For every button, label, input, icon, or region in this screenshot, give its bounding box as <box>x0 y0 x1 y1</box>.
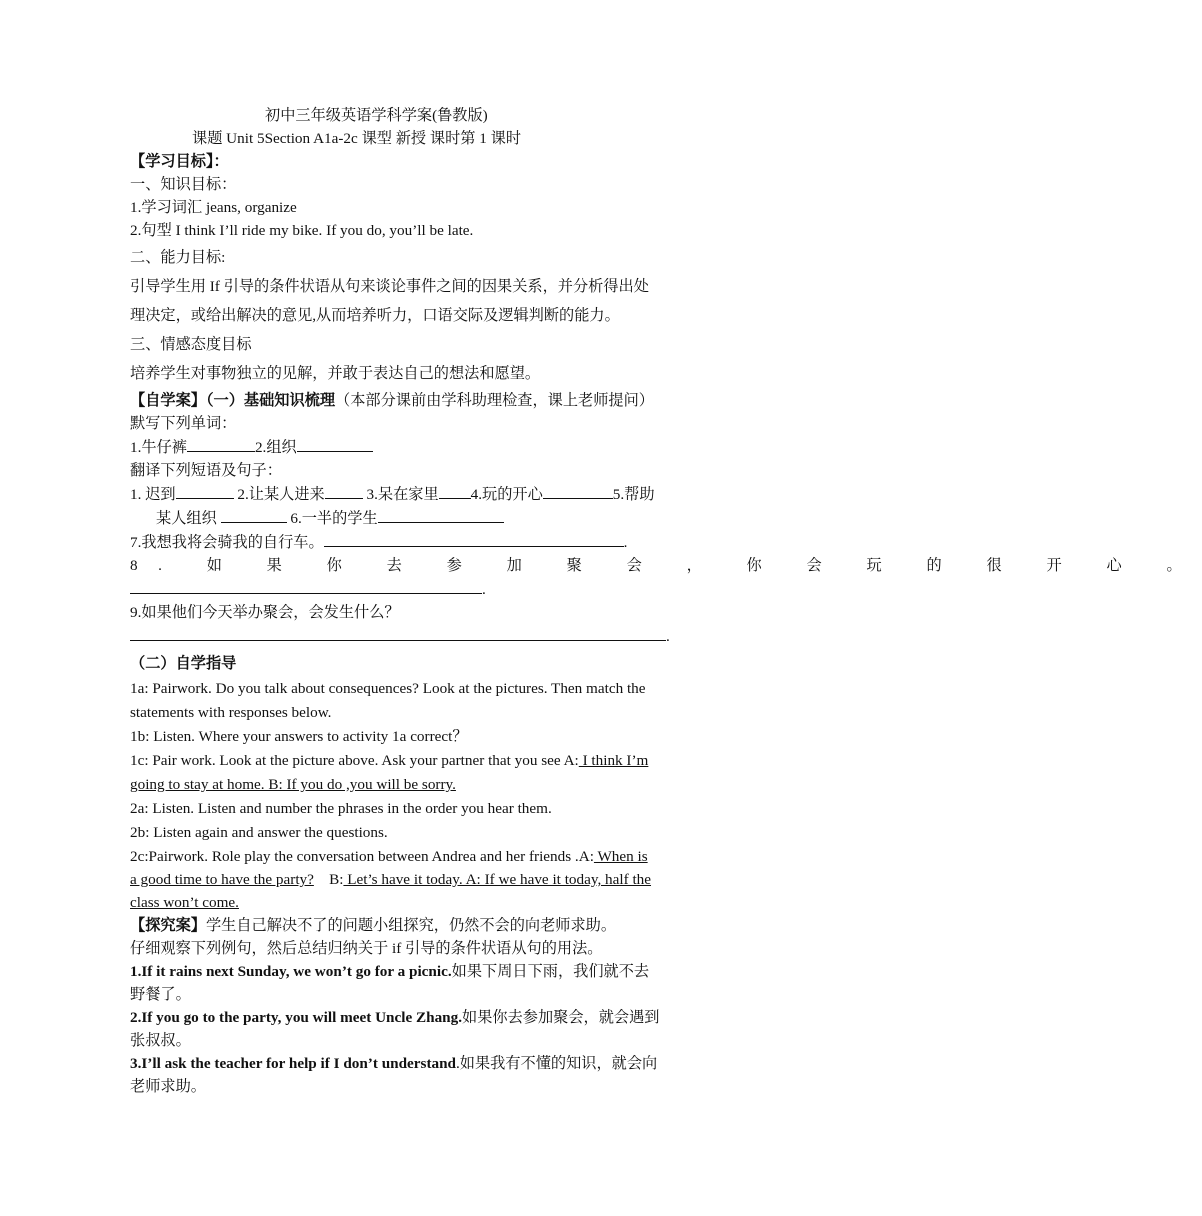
phrase-2-label: 2.让某人进来 <box>237 486 325 503</box>
guide-2c <box>130 845 734 868</box>
guide-heading: （二）自学指导 <box>130 655 237 672</box>
word-2-label: 2.组织 <box>254 439 297 456</box>
self-study-note: （本部分课前由学科助理检查，课上老师提问） <box>335 392 654 409</box>
explore-intro: 仔细观察下列例句，然后总结归纳关于 if 引导的条件状语从句的用法。 <box>130 940 603 957</box>
sentence-8-label: 8. 如 果 你 去 参 加 聚 会 ， 你 会 玩 的 很 开 心 。 <box>130 557 1202 574</box>
guide-2c-example: When is <box>593 848 648 865</box>
guide-2c-cont <box>130 868 734 891</box>
ability-text-2: 理决定，或给出解决的意见,从而培养听力，口语交际及逻辑判断的能力。 <box>130 307 620 324</box>
answer-blank[interactable] <box>324 530 624 547</box>
answer-blank[interactable] <box>176 482 234 499</box>
period: . <box>482 581 486 598</box>
sentence-9-answer-line <box>130 624 734 648</box>
vocab-line: 1.学习词汇 jeans, organize <box>130 199 297 216</box>
guide-1c <box>130 749 734 772</box>
guide-1c-example-cont: going to stay at home. B: If you do ,you will be sorry. <box>130 776 456 793</box>
sentence-line: 2.句型 I think I’ll ride my bike. If you do, you’ll be late. <box>130 222 474 239</box>
phrase-line-1 <box>130 482 734 506</box>
guide-2c-b-label: B: <box>313 871 344 888</box>
translate-intro: 翻译下列短语及句子： <box>130 462 282 479</box>
phrase-3-label: 3.呆在家里 <box>366 486 439 503</box>
sentence-8-answer-line <box>130 577 734 601</box>
sentence-7-label: 7.我想我将会骑我的自行车。 <box>130 534 324 551</box>
example-1-en: 1.If it rains next Sunday, we won’t go for a picnic. <box>130 963 452 980</box>
answer-blank[interactable] <box>221 506 287 523</box>
self-study-heading <box>130 389 734 412</box>
ability-text-1: 引导学生用 If 引导的条件状语从句来谈论事件之间的因果关系，并分析得出处 <box>130 278 649 295</box>
answer-blank[interactable] <box>325 482 363 499</box>
phrase-line-2 <box>130 506 734 530</box>
guide-2c-example-end: class won’t come. <box>130 894 239 911</box>
explore-heading: 【探究案】 <box>130 917 206 934</box>
self-study-heading-bold: 【自学案】（一）基础知识梳理 <box>130 392 336 409</box>
example-2-cn: 如果你去参加聚会，就会遇到 <box>462 1009 660 1026</box>
guide-2c-text: 2c:Pairwork. Role play the conversation between Andrea and her friends .A: <box>130 848 594 865</box>
example-3-cont: 老师求助。 <box>130 1078 206 1095</box>
example-3-en: 3.I’ll ask the teacher for help if I don’t understand <box>130 1055 456 1072</box>
phrase-6-label: 6.一半的学生 <box>290 510 378 527</box>
guide-1b: 1b: Listen. Where your answers to activity 1a correct？ <box>130 728 468 745</box>
goals-heading: 【学习目标】： <box>130 153 229 170</box>
guide-1c-text: 1c: Pair work. Look at the picture above. Ask your partner that you see A: <box>130 752 579 769</box>
guide-1c-example: I think I’m <box>578 752 649 769</box>
example-2-cont: 张叔叔。 <box>130 1032 191 1049</box>
answer-blank[interactable] <box>297 435 373 452</box>
dictation-intro: 默写下列单词： <box>130 415 237 432</box>
lesson-info: 课题 Unit 5Section A1a-2c 课型 新授 课时第 1 课时 <box>192 130 522 147</box>
answer-blank[interactable] <box>378 506 504 523</box>
explore-heading-text: 学生自己解决不了的问题小组探究，仍然不会的向老师求助。 <box>205 917 616 934</box>
answer-blank[interactable] <box>187 435 255 452</box>
period: . <box>623 534 628 551</box>
example-1-cont: 野餐了。 <box>130 986 191 1003</box>
example-1-cn: 如果下周日下雨，我们就不去 <box>451 963 650 980</box>
phrase-5-label: 5.帮助 <box>612 486 655 503</box>
example-3 <box>130 1052 734 1075</box>
sentence-7-line <box>130 530 734 554</box>
word-line <box>130 435 734 459</box>
example-2 <box>130 1006 734 1029</box>
explore-heading-line <box>130 914 734 937</box>
guide-2b: 2b: Listen again and answer the questions. <box>130 824 388 841</box>
answer-blank[interactable] <box>130 577 482 594</box>
guide-2a: 2a: Listen. Listen and number the phrases in the order you hear them. <box>130 800 552 817</box>
worksheet-page <box>130 104 1202 1098</box>
guide-2c-example-3: Let’s have it today. A: If we have it today, half the <box>343 871 652 888</box>
phrase-1-label: 1. 迟到 <box>130 486 176 503</box>
example-1 <box>130 960 734 983</box>
example-2-en: 2.If you go to the party, you will meet Uncle Zhang. <box>130 1009 463 1026</box>
answer-blank[interactable] <box>439 482 471 499</box>
knowledge-heading: 一、知识目标： <box>130 176 237 193</box>
example-3-cn: .如果我有不懂的知识，就会向 <box>456 1055 658 1072</box>
sentence-9-label: 9.如果他们今天举办聚会，会发生什么？ <box>130 604 400 621</box>
phrase-4-label: 4.玩的开心 <box>470 486 543 503</box>
guide-1a-cont: statements with responses below. <box>130 704 332 721</box>
guide-1a: 1a: Pairwork. Do you talk about consequences? Look at the pictures. Then match the <box>130 680 646 697</box>
word-1-label: 1.牛仔裤 <box>130 439 187 456</box>
ability-heading: 二、能力目标: <box>130 249 226 266</box>
phrase-5b-label: 某人组织 <box>156 510 217 527</box>
emotion-text: 培养学生对事物独立的见解，并敢于表达自己的想法和愿望。 <box>130 365 541 382</box>
emotion-heading: 三、情感态度目标 <box>130 336 252 353</box>
period: . <box>666 628 670 645</box>
page-title: 初中三年级英语学科学案(鲁教版) <box>265 107 488 124</box>
answer-blank[interactable] <box>130 624 666 641</box>
answer-blank[interactable] <box>543 482 613 499</box>
guide-2c-example-2: a good time to have the party? <box>130 871 314 888</box>
